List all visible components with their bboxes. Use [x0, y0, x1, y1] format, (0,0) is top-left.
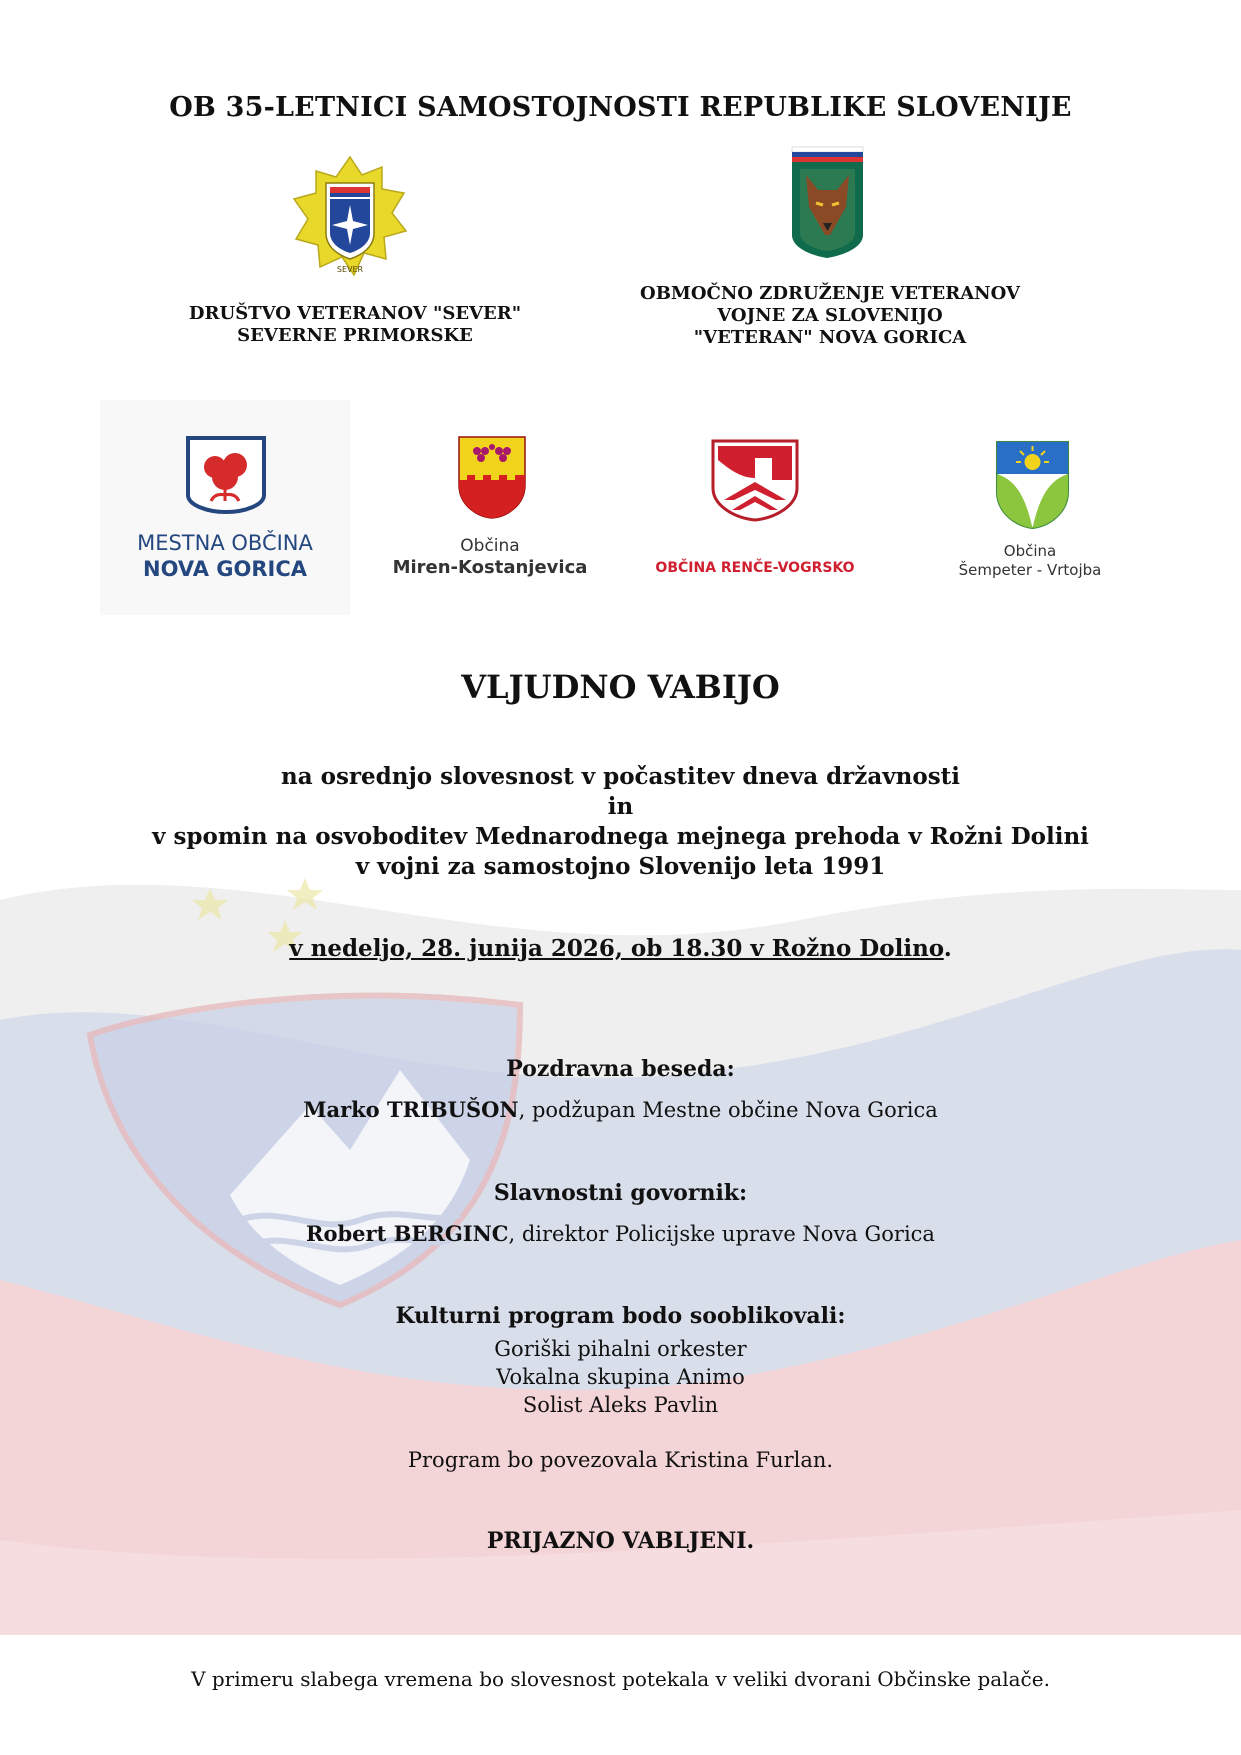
sun-green-shield-icon: [995, 440, 1070, 530]
speaker-name: Robert BERGINC: [306, 1221, 509, 1246]
organization-right-name: [620, 283, 1040, 349]
speaker-role: , direktor Policijske uprave Nova Gorica: [508, 1222, 935, 1246]
intro-line4: v vojni za samostojno Slovenijo leta 1991: [355, 853, 886, 880]
fox-shield-icon: [790, 145, 865, 260]
event-date-text: v nedeljo, 28. junija 2026, ob 18.30 v Rožno Dolino: [289, 935, 944, 962]
logo-nova-gorica: [100, 400, 350, 615]
intro-line2: in: [607, 793, 634, 820]
municipality-logos: [100, 400, 1140, 615]
org-left-line2: SEVERNE PRIMORSKE: [237, 325, 473, 346]
welcome-role: , podžupan Mestne občine Nova Gorica: [518, 1098, 938, 1122]
event-date: [0, 935, 1241, 962]
welcome-name: Marko TRIBUŠON: [303, 1097, 519, 1122]
logo-sempeter-vrtojba: [920, 400, 1140, 615]
main-speaker: [0, 1220, 1241, 1248]
nova-gorica-line2: NOVA GORICA: [143, 557, 307, 581]
org-right-line1: OBMOČNO ZDRUŽENJE VETERANOV: [640, 283, 1020, 304]
org-right-line2: VOJNE ZA SLOVENIJO: [717, 305, 943, 326]
footer-note: V primeru slabega vremena bo slovesnost potekala v veliki dvorani Občinske palače.: [191, 1667, 1050, 1691]
nova-gorica-line1: MESTNA OBČINA: [137, 531, 313, 555]
rose-shield-icon: [185, 435, 267, 515]
miren-line1: Občina: [460, 536, 520, 556]
org-right-line3: "VETERAN" NOVA GORICA: [693, 327, 967, 348]
page-heading: OB 35-LETNICI SAMOSTOJNOSTI REPUBLIKE SLOVENIJE: [169, 92, 1072, 123]
rence-vogrsko-name: OBČINA RENČE-VOGRSKO: [655, 560, 855, 576]
organization-left-name: [160, 303, 550, 347]
logo-rence-vogrsko: [645, 400, 865, 615]
red-white-shield-icon: [710, 438, 800, 523]
grapes-shield-icon: [457, 435, 527, 520]
closing-line: PRIJAZNO VABLJENI.: [486, 1528, 755, 1554]
event-date-end: .: [943, 935, 952, 962]
invitation-title: VLJUDNO VABIJO: [461, 668, 780, 706]
intro-line3: v spomin na osvoboditev Mednarodnega mejnega prehoda v Rožni Dolini: [152, 823, 1089, 850]
sever-star-emblem-icon: [290, 155, 410, 280]
culture-heading: Kulturni program bodo sooblikovali:: [395, 1303, 846, 1329]
org-left-line1: DRUŠTVO VETERANOV "SEVER": [188, 303, 522, 324]
miren-line2: Miren-Kostanjevica: [392, 557, 588, 578]
logo-miren-kostanjevica: [390, 400, 590, 615]
culture-list: [0, 1335, 1241, 1419]
host-line: Program bo povezovala Kristina Furlan.: [407, 1448, 834, 1472]
sempeter-line1: Občina: [1003, 542, 1057, 560]
speaker-heading: Slavnostni govornik:: [493, 1180, 748, 1206]
culture-item: Solist Aleks Pavlin: [522, 1393, 719, 1417]
culture-item: Vokalna skupina Animo: [496, 1365, 745, 1389]
sempeter-line2: Šempeter - Vrtojba: [958, 561, 1102, 579]
culture-item: Goriški pihalni orkester: [494, 1337, 747, 1361]
invitation-intro: [0, 762, 1241, 882]
welcome-speaker: [0, 1096, 1241, 1124]
emblem-text: SEVER: [336, 265, 364, 274]
intro-line1: na osrednjo slovesnost v počastitev dneva državnosti: [280, 763, 961, 790]
welcome-heading: Pozdravna beseda:: [506, 1056, 735, 1082]
